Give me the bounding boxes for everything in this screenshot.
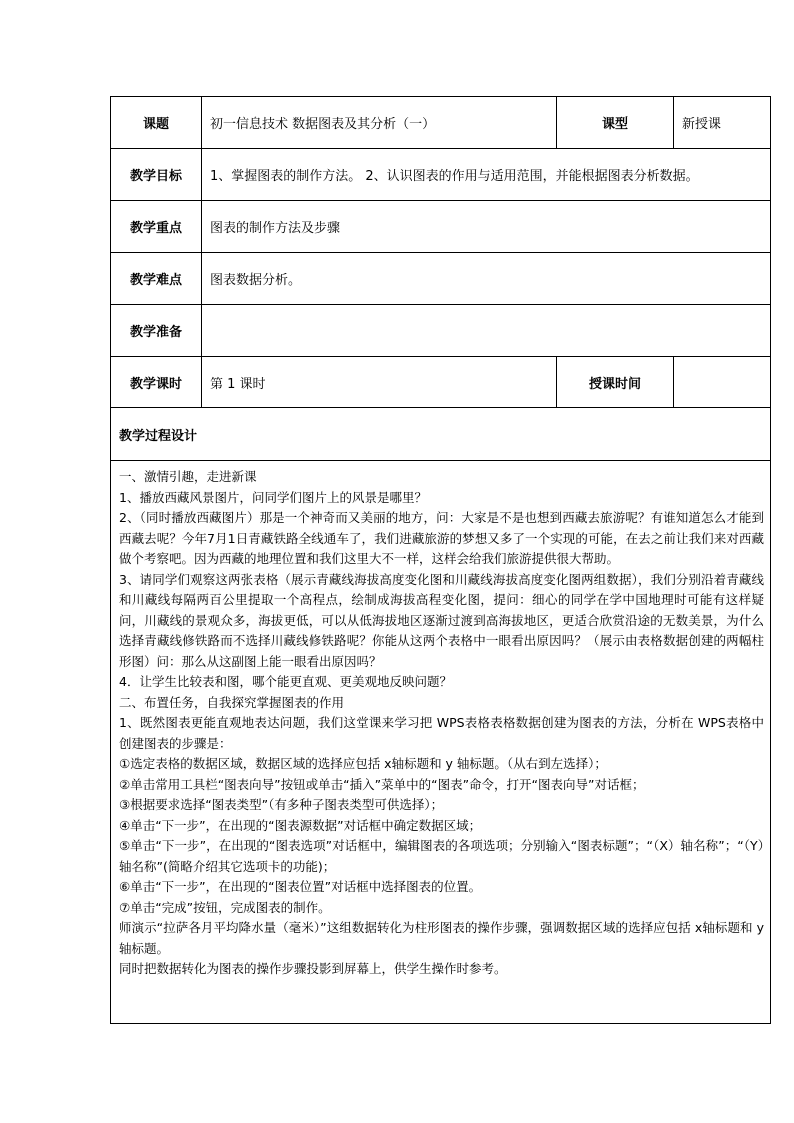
process-paragraph: 1、既然图表更能直观地表达问题，我们这堂课来学习把 WPS表格表格数据创建为图表的方法，分析在 WPS表格中创建图表的步骤是：: [119, 715, 764, 751]
process-paragraph: 1、播放西藏风景图片，问同学们图片上的风景是哪里？: [119, 489, 427, 505]
process-paragraph: 同时把数据转化为图表的操作步骤投影到屏幕上，供学生操作时参考。: [119, 961, 507, 976]
process-paragraph: 师演示“拉萨各月平均降水量（毫米）”这组数据转化为柱形图表的操作步骤，强调数据区域的选择应包括 x轴标题和 y 轴标题。: [119, 920, 764, 956]
process-body-row: [111, 461, 771, 1024]
process-body: [111, 461, 771, 1024]
process-step: ④单击“下一步”，在出现的“图表源数据”对话框中确定数据区域；: [119, 817, 482, 833]
difficulty-value: 图表数据分析。: [202, 253, 771, 305]
teaching-time-value: [674, 357, 771, 408]
focus-value: 图表的制作方法及步骤: [202, 201, 771, 253]
teaching-time-label: 授课时间: [557, 357, 674, 408]
prep-value: [202, 305, 771, 357]
process-step: ⑤单击“下一步”，在出现的“图表选项”对话框中，编辑图表的各项选项；分别输入“图表标题”；“（X）轴名称”；“（Y）轴名称”(简略介绍其它选项卡的功能)；: [119, 838, 764, 874]
process-step: ⑥单击“下一步”，在出现的“图表位置”对话框中选择图表的位置。: [119, 879, 482, 894]
goal-value: 1、掌握图表的制作方法。 2、认识图表的作用与适用范围，并能根据图表分析数据。: [202, 149, 771, 201]
process-paragraph: 一、激情引趣，走进新课: [119, 469, 257, 484]
process-step: ③根据要求选择“图表类型”（有多种子图表类型可供选择）；: [119, 797, 444, 812]
process-paragraph: 3、请同学们观察这两张表格（展示青藏线海拔高度变化图和川藏线海拔高度变化图两组数据），我们分别沿着青藏线和川藏线每隔两百公里提取一个高程点，绘制成海拔高程变化图，提问：细心的同学在学中国地理时可能有这样疑问，川藏线的景观众多，海拔更低，可以从低海拔地区逐渐过渡到高海拔地区，更适合欣赏沿途的无数美景，为什么选择青藏线修铁路而不选择川藏线修铁路呢？你能从这两个表格中一眼看出原因吗？（展示由表格数据创建的两幅柱形图）问：那么从这副图上能一眼看出原因吗？: [119, 571, 764, 669]
goal-row: [111, 149, 771, 201]
hours-label: 教学课时: [111, 357, 202, 408]
hours-value: 第 1 课时: [202, 357, 557, 408]
topic-row: [111, 97, 771, 149]
lesson-type-label: 课型: [557, 97, 674, 149]
process-step: ⑦单击“完成”按钮，完成图表的制作。: [119, 899, 331, 915]
focus-row: [111, 201, 771, 253]
process-heading: 教学过程设计: [111, 408, 771, 461]
process-paragraph: 4．让学生比较表和图，哪个能更直观、更美观地反映问题？: [119, 674, 452, 689]
prep-label: 教学准备: [111, 305, 202, 357]
process-paragraph: 2、（同时播放西藏图片）那是一个神奇而又美丽的地方，问：大家是不是也想到西藏去旅游呢？有谁知道怎么才能到西藏去呢？今年7月1日青藏铁路全线通车了，我们进藏旅游的梦想又多了一个实现的可能，在去之前让我们来对西藏做个考察吧。因为西藏的地理位置和我们这里大不一样，这样会给我们旅游提供很大帮助。: [119, 510, 764, 566]
difficulty-label: 教学难点: [111, 253, 202, 305]
focus-label: 教学重点: [111, 201, 202, 253]
process-heading-row: [111, 408, 771, 461]
hours-row: [111, 357, 771, 408]
prep-row: [111, 305, 771, 357]
lesson-plan-table: [110, 96, 771, 1024]
process-paragraph: 二、布置任务，自我探究掌握图表的作用: [119, 694, 345, 710]
topic-label: 课题: [111, 97, 202, 149]
goal-label: 教学目标: [111, 149, 202, 201]
topic-value: 初一信息技术 数据图表及其分析（一）: [202, 97, 557, 149]
process-step: ②单击常用工具栏“图表向导”按钮或单击“插入”菜单中的“图表”命令，打开“图表向导”对话框；: [119, 776, 645, 792]
lesson-type-value: 新授课: [674, 97, 771, 149]
difficulty-row: [111, 253, 771, 305]
process-step: ①选定表格的数据区域，数据区域的选择应包括 x轴标题和 y 轴标题。（从右到左选择）；: [119, 756, 607, 771]
